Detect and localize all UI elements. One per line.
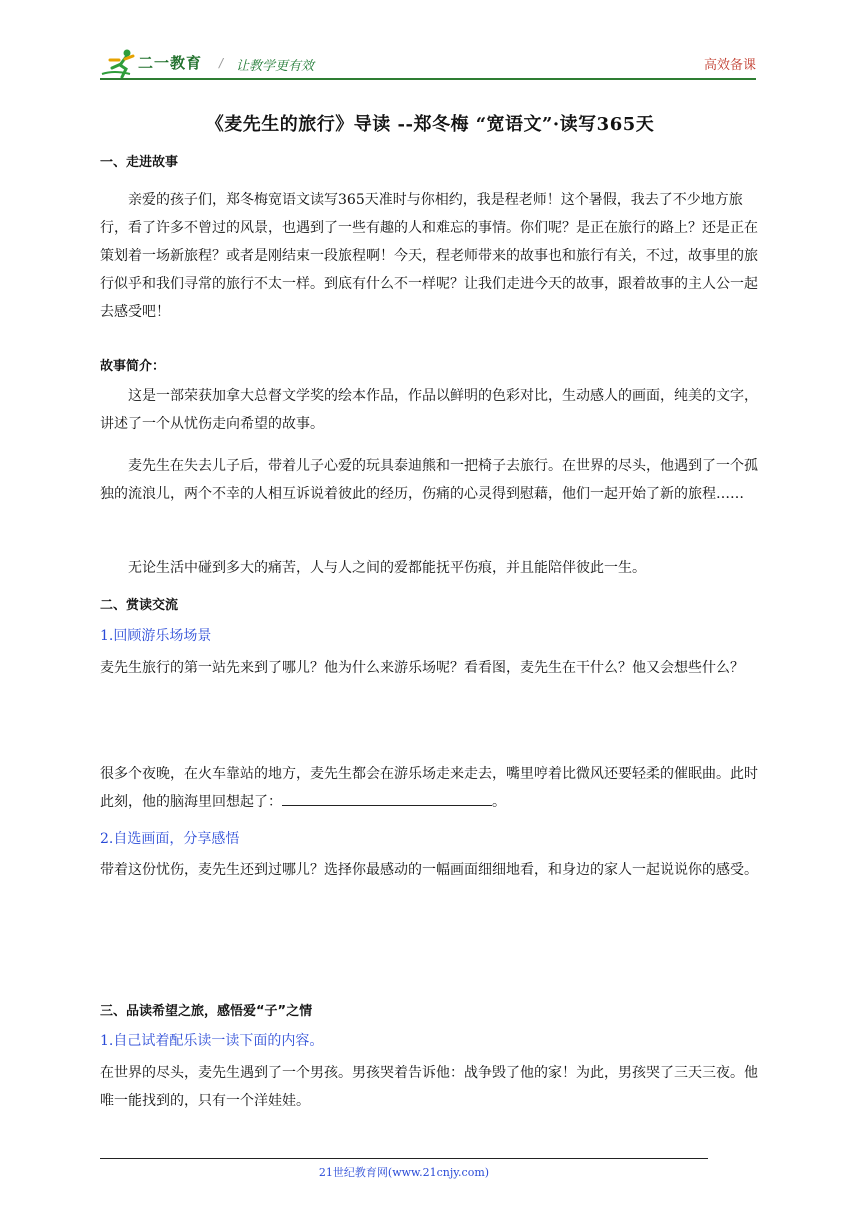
- intro-paragraph: 亲爱的孩子们，郑冬梅宽语文读写365天准时与你相约，我是程老师！这个暑假，我去了不少地方旅行，看了许多不曾过的风景，也遇到了一些有趣的人和难忘的事情。你们呢？是正在旅行的路上？还是正在策划着一场新旅程？或者是刚结束一段旅程啊！今天，程老师带来的故事也和旅行有关，不过，故事里的旅行似乎和我们寻常的旅行不太一样。到底有什么不一样呢？让我们走进今天的故事，跟着故事的主人公一起去感受吧！: [100, 192, 758, 320]
- logo-slogan: 让教学更有效: [236, 59, 315, 74]
- logo-text: 二一教育: [138, 54, 203, 72]
- section3-item1-title: 1.自己试着配乐读一读下面的内容。: [100, 1033, 324, 1049]
- section2-item1-title: 1.回顾游乐场场景: [100, 628, 212, 644]
- runner-logo-icon: [100, 48, 138, 78]
- section2-item1-text: 很多个夜晚，在火车靠站的地方，麦先生都会在游乐场走来走去，嘴里哼着比微风还要轻柔的催眠曲。此时此刻，他的脑海里回想起了：: [100, 766, 758, 810]
- summary-heading: 故事简介：: [100, 359, 166, 374]
- logo[interactable]: [100, 48, 330, 76]
- answer-blank[interactable]: [282, 791, 492, 806]
- section-heading-2: 二、赏读交流: [100, 598, 179, 613]
- section2-item1-end: 。: [492, 794, 506, 810]
- section-heading-1: 一、走进故事: [100, 155, 179, 170]
- footer-divider: [100, 1158, 708, 1159]
- section2-item2-title: 2.自选画面，分享感悟: [100, 831, 240, 847]
- header-divider: [100, 78, 756, 80]
- section2-item2-question: 带着这份忧伤，麦先生还到过哪儿？选择你最感动的一幅画面细细地看，和身边的家人一起说说你的感受。: [100, 862, 758, 878]
- section3-item1-text: 在世界的尽头，麦先生遇到了一个男孩。男孩哭着告诉他：战争毁了他的家！为此，男孩哭了三天三夜。他唯一能找到的，只有一个洋娃娃。: [100, 1065, 758, 1109]
- section2-item1-fill-in: [100, 760, 766, 816]
- summary-paragraph-2: 麦先生在失去儿子后，带着儿子心爱的玩具泰迪熊和一把椅子去旅行。在世界的尽头，他遇到了一个孤独的流浪儿，两个不幸的人相互诉说着彼此的经历，伤痛的心灵得到慰藉，他们一起开始了新的旅程……: [100, 458, 758, 502]
- summary-paragraph-1: 这是一部荣获加拿大总督文学奖的绘本作品，作品以鲜明的色彩对比，生动感人的画面，纯美的文字，讲述了一个从忧伤走向希望的故事。: [100, 388, 758, 432]
- section-heading-3: 三、品读希望之旅，感悟爱“子”之情: [100, 1004, 313, 1019]
- page-title: 《麦先生的旅行》导读 --郑冬梅 “宽语文”·读写365天: [205, 114, 655, 135]
- summary-paragraph-3: 无论生活中碰到多大的痛苦，人与人之间的爱都能抚平伤痕，并且能陪伴彼此一生。: [128, 560, 646, 576]
- footer-site-link[interactable]: 21世纪教育网(www.21cnjy.com): [318, 1166, 490, 1179]
- logo-separator: /: [219, 56, 224, 70]
- section2-item1-question: 麦先生旅行的第一站先来到了哪儿？他为什么来游乐场呢？看看图，麦先生在干什么？他又会想些什么？: [100, 660, 744, 676]
- header-label-efficient-prep: 高效备课: [703, 58, 756, 73]
- page-header: [100, 44, 756, 80]
